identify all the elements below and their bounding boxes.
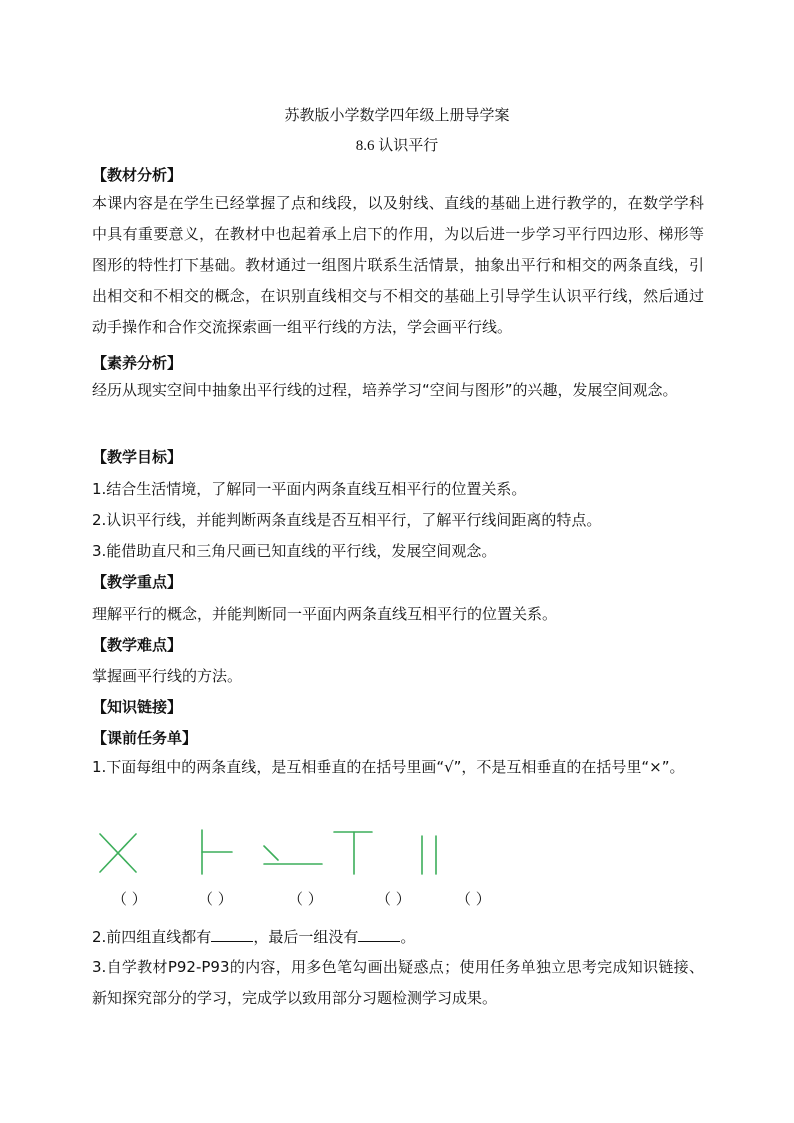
goal-item-2: 2.认识平行线，并能判断两条直线是否互相平行，了解平行线间距离的特点。 [92, 511, 602, 529]
difficulty-body: 掌握画平行线的方法。 [92, 667, 243, 685]
answer-paren-1[interactable]: （ ） [112, 890, 147, 908]
heading-key-points: 【教学重点】 [92, 573, 183, 591]
key-points-body: 理解平行的概念，并能判断同一平面内两条直线互相平行的位置关系。 [92, 605, 558, 623]
line-pair-1 [100, 834, 136, 872]
question-1: 1.下面每组中的两条直线，是互相垂直的在括号里画“√”，不是互相垂直的在括号里“×”。 [92, 758, 685, 776]
answer-paren-5[interactable]: （ ） [456, 890, 491, 908]
heading-pre-task: 【课前任务单】 [92, 729, 198, 747]
heading-literacy: 【素养分析】 [92, 354, 183, 372]
lesson-title: 8.6 认识平行 [355, 138, 439, 154]
fill-blank-1[interactable] [211, 929, 253, 942]
line-pair-5 [422, 836, 436, 874]
question-3: 3.自学教材P92-P93的内容，用多色笔勾画出疑惑点；使用任务单独立思考完成知识链接、新知探究部分的学习，完成学以致用部分习题检测学习成果。 [92, 958, 704, 1007]
answer-paren-3[interactable]: （ ） [288, 890, 323, 908]
line-pairs-figure [92, 826, 462, 878]
answer-paren-2[interactable]: （ ） [198, 890, 233, 908]
line-pair-3 [264, 846, 322, 864]
fill-blank-2[interactable] [358, 929, 400, 942]
heading-goals: 【教学目标】 [92, 448, 183, 466]
heading-difficulty: 【教学难点】 [92, 636, 183, 654]
analysis-body: 本课内容是在学生已经掌握了点和线段，以及射线、直线的基础上进行教学的，在数学学科中具有重要意义，在教材中也起着承上启下的作用，为以后进一步学习平行四边形、梯形等图形的特性打下基础。教材通过一组图片联系生活情景，抽象出平行和相交的两条直线，引出相交和不相交的概念，在识别直线相交与不相交的基础上引导学生认识平行线，然后通过动手操作和合作交流探索画一组平行线的方法，学会画平行线。 [92, 194, 704, 336]
heading-analysis: 【教材分析】 [92, 166, 183, 184]
document-title: 苏教版小学数学四年级上册导学案 [284, 106, 510, 124]
question-2 [92, 926, 712, 947]
goal-item-1: 1.结合生活情境，了解同一平面内两条直线互相平行的位置关系。 [92, 480, 527, 498]
goal-item-3: 3.能借助直尺和三角尺画已知直线的平行线，发展空间观念。 [92, 542, 497, 560]
question-2-part-b: ，最后一组没有 [253, 928, 359, 946]
heading-knowledge-links: 【知识链接】 [92, 698, 183, 716]
literacy-body: 经历从现实空间中抽象出平行线的过程，培养学习“空间与图形”的兴趣，发展空间观念。 [92, 381, 678, 399]
line-pair-4 [334, 832, 372, 874]
question-2-part-a: 2.前四组直线都有 [92, 928, 212, 946]
question-2-part-c: 。 [400, 928, 416, 946]
line-pair-2 [202, 830, 232, 874]
answer-paren-4[interactable]: （ ） [376, 890, 411, 908]
